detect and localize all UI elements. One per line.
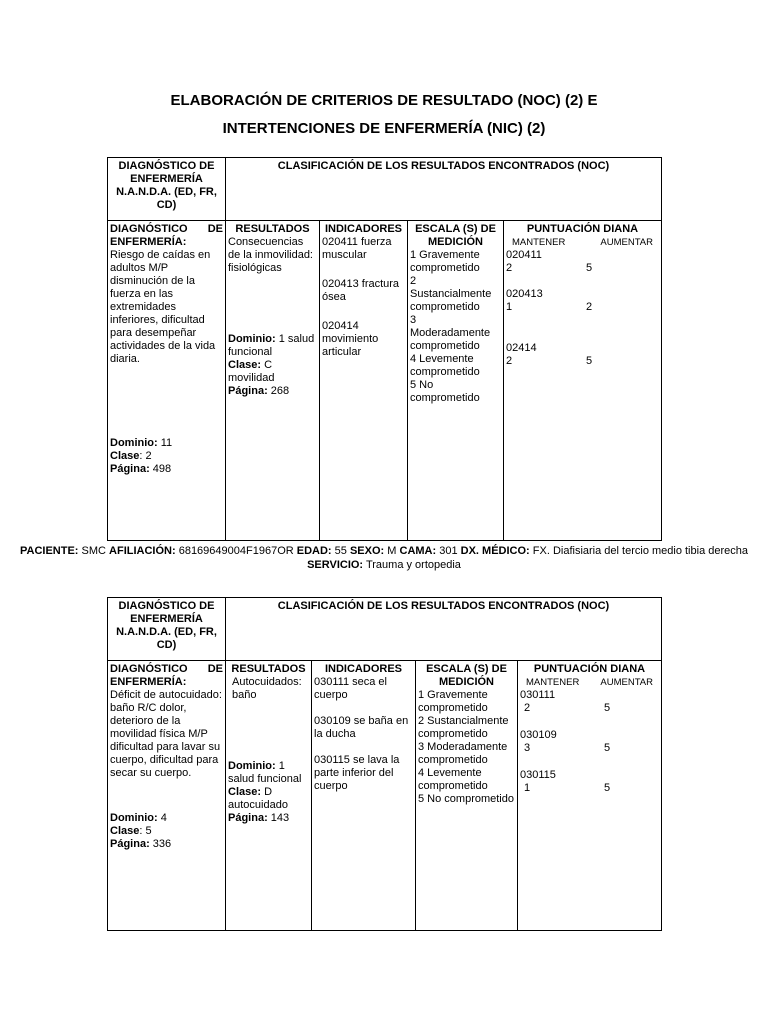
res-pagina: 268 bbox=[270, 385, 290, 397]
puntuacion-mantener: 1 bbox=[506, 301, 513, 313]
diag-label-c: ENFERMERÍA: bbox=[110, 236, 187, 248]
escala-text: 1 Gravemente comprometido 2 Sustancialmente comprometido 3 Moderadamente comprometido 4 Levemente comprometido 5 No comprometido bbox=[410, 249, 492, 404]
diag-label-c: ENFERMERÍA: bbox=[110, 676, 187, 688]
puntuacion-aumentar: 5 bbox=[586, 262, 593, 274]
puntuacion-code: 030109 bbox=[520, 729, 557, 741]
puntuacion-aumentar: 5 bbox=[604, 742, 611, 754]
puntuacion-aumentar: 5 bbox=[604, 702, 611, 714]
header-nanda: DIAGNÓSTICO DE ENFERMERÍA N.A.N.D.A. (ED, FR, CD) bbox=[108, 598, 226, 661]
puntuacion-cell bbox=[504, 221, 662, 541]
indicadores-header: INDICADORES bbox=[324, 223, 402, 235]
escala-header: ESCALA (S) DE MEDICIÓN bbox=[415, 223, 496, 248]
paciente-label: PACIENTE: bbox=[19, 545, 79, 557]
puntuacion-cell bbox=[518, 661, 662, 931]
document-title-line-2: INTERTENCIONES DE ENFERMERÍA (NIC) (2) bbox=[222, 120, 546, 137]
res-clase-label: Clase: bbox=[228, 786, 262, 798]
patient-info bbox=[0, 544, 768, 572]
cama-label: CAMA: bbox=[399, 545, 437, 557]
aumentar-label: AUMENTAR bbox=[600, 237, 653, 248]
indicador-item: 020413 fractura ósea bbox=[322, 278, 400, 303]
diag-dominio-label: Dominio: bbox=[110, 812, 158, 824]
noc-table-1 bbox=[107, 157, 662, 541]
dx-medico-label: DX. MÉDICO: bbox=[460, 545, 530, 557]
diagnostico-text: Riesgo de caídas en adultos M/P disminución de la fuerza en las extremidades inferiores, dificultad para desempeñar actividades de la vida diaria. bbox=[110, 249, 216, 365]
puntuacion-header: PUNTUACIÓN DIANA bbox=[533, 663, 646, 675]
diag-label-a: DIAGNÓSTICO bbox=[110, 663, 188, 675]
document-title-line-1: ELABORACIÓN DE CRITERIOS DE RESULTADO (NOC) (2) E bbox=[170, 92, 598, 109]
puntuacion-mantener: 2 bbox=[524, 702, 531, 714]
indicador-item: 030115 se lava la parte inferior del cuerpo bbox=[314, 754, 400, 792]
res-pagina-label: Página: bbox=[228, 385, 268, 397]
indicador-item: 020414 movimiento articular bbox=[322, 320, 379, 358]
servicio-value: Trauma y ortopedia bbox=[365, 559, 461, 571]
puntuacion-code: 030111 bbox=[520, 689, 556, 701]
res-clase-label: Clase: bbox=[228, 359, 262, 371]
header-clasificacion-noc: CLASIFICACIÓN DE LOS RESULTADOS ENCONTRADOS (NOC) bbox=[226, 598, 662, 661]
diag-pagina-label: Página: bbox=[110, 463, 150, 475]
resultados-cell bbox=[226, 661, 312, 931]
puntuacion-code: 020413 bbox=[506, 288, 543, 300]
puntuacion-mantener: 2 bbox=[506, 262, 513, 274]
servicio-label: SERVICIO: bbox=[307, 559, 364, 571]
diag-pagina: 498 bbox=[152, 463, 172, 475]
edad-value: 55 bbox=[334, 545, 347, 557]
escala-header: ESCALA (S) DE MEDICIÓN bbox=[426, 663, 507, 688]
dx-medico-value: FX. Diafisiaria del tercio medio tibia derecha bbox=[532, 545, 748, 557]
res-dominio-label: Dominio: bbox=[228, 333, 276, 345]
edad-label: EDAD: bbox=[296, 545, 332, 557]
puntuacion-aumentar: 2 bbox=[586, 301, 593, 313]
puntuacion-aumentar: 5 bbox=[604, 782, 611, 794]
diag-label-b: DE bbox=[207, 223, 223, 235]
puntuacion-header: PUNTUACIÓN DIANA bbox=[526, 223, 639, 235]
indicador-item: 030109 se baña en la ducha bbox=[314, 715, 409, 740]
mantener-label: MANTENER bbox=[512, 237, 566, 248]
res-clase: C movilidad bbox=[228, 359, 275, 384]
escala-cell bbox=[408, 221, 504, 541]
indicador-item: 020411 fuerza muscular bbox=[322, 236, 392, 261]
cama-value: 301 bbox=[439, 545, 458, 557]
diag-clase: : 2 bbox=[139, 450, 152, 462]
diag-dominio-label: Dominio: bbox=[110, 437, 158, 449]
res-pagina: 143 bbox=[270, 812, 290, 824]
puntuacion-mantener: 3 bbox=[524, 742, 531, 754]
res-dominio: 1 salud funcional bbox=[228, 760, 302, 785]
diag-pagina: 336 bbox=[152, 838, 172, 850]
escala-cell bbox=[416, 661, 518, 931]
res-clase: D autocuidado bbox=[228, 786, 288, 811]
puntuacion-code: 030115 bbox=[520, 769, 556, 781]
mantener-label: MANTENER bbox=[526, 677, 580, 688]
afiliacion-label: AFILIACIÓN: bbox=[109, 545, 176, 557]
header-clasificacion-noc: CLASIFICACIÓN DE LOS RESULTADOS ENCONTRADOS (NOC) bbox=[226, 158, 662, 221]
diag-clase: : 5 bbox=[139, 825, 152, 837]
diag-label-a: DIAGNÓSTICO bbox=[110, 223, 188, 235]
resultados-header: RESULTADOS bbox=[235, 223, 310, 235]
indicadores-cell bbox=[320, 221, 408, 541]
diag-pagina-label: Página: bbox=[110, 838, 150, 850]
noc-table-2 bbox=[107, 597, 662, 931]
indicador-item: 030111 seca el cuerpo bbox=[314, 676, 387, 701]
diag-label-b: DE bbox=[207, 663, 223, 675]
diagnostico-cell bbox=[108, 221, 226, 541]
sexo-label: SEXO: bbox=[349, 545, 385, 557]
puntuacion-code: 020411 bbox=[506, 249, 542, 261]
resultados-text: Autocuidados: baño bbox=[232, 676, 302, 701]
res-dominio: 1 salud funcional bbox=[228, 333, 315, 358]
resultados-cell bbox=[226, 221, 320, 541]
resultados-header: RESULTADOS bbox=[231, 663, 306, 675]
res-dominio-label: Dominio: bbox=[228, 760, 276, 772]
indicadores-cell bbox=[312, 661, 416, 931]
puntuacion-code: 02414 bbox=[506, 342, 537, 354]
puntuacion-mantener: 1 bbox=[524, 782, 531, 794]
afiliacion-value: 68169649004F1967OR bbox=[178, 545, 294, 557]
diag-clase-label: Clase bbox=[110, 450, 140, 462]
header-nanda: DIAGNÓSTICO DE ENFERMERÍA N.A.N.D.A. (ED, FR, CD) bbox=[108, 158, 226, 221]
escala-text: 1 Gravemente comprometido 2 Sustancialmente comprometido 3 Moderadamente comprometido 4 Levemente comprometido 5 No comprometido bbox=[418, 689, 514, 805]
puntuacion-aumentar: 5 bbox=[586, 355, 593, 367]
diag-dominio: 4 bbox=[160, 812, 167, 824]
diagnostico-text: Déficit de autocuidado: baño R/C dolor, deterioro de la movilidad física M/P dificultad para lavar su cuerpo, dificultad para secar su cuerpo. bbox=[110, 689, 222, 779]
paciente-value: SMC bbox=[81, 545, 106, 557]
sexo-value: M bbox=[387, 545, 397, 557]
diag-clase-label: Clase bbox=[110, 825, 140, 837]
diagnostico-cell bbox=[108, 661, 226, 931]
diag-dominio: 11 bbox=[160, 437, 173, 449]
res-pagina-label: Página: bbox=[228, 812, 268, 824]
resultados-text: Consecuencias de la inmovilidad: fisiológicas bbox=[228, 236, 313, 274]
puntuacion-mantener: 2 bbox=[506, 355, 513, 367]
indicadores-header: INDICADORES bbox=[324, 663, 402, 675]
aumentar-label: AUMENTAR bbox=[600, 677, 653, 688]
